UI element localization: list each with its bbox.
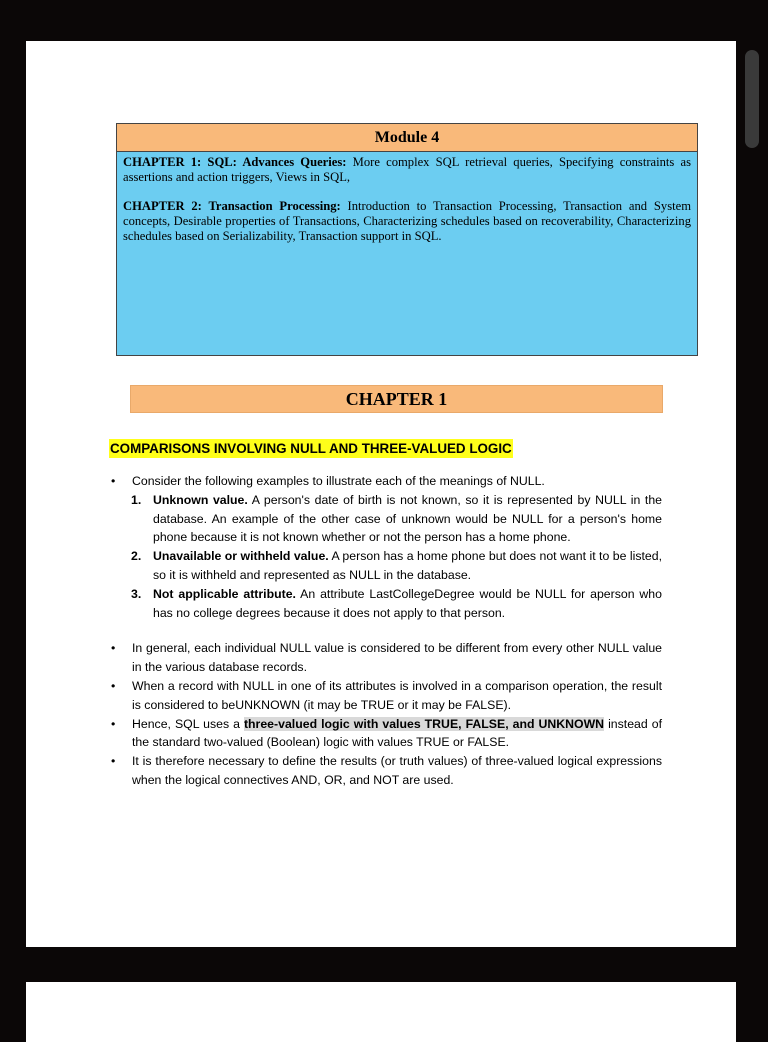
module-chapter-2-label: CHAPTER 2: Transaction Processing: [123,199,341,213]
item-label: Not applicable attribute. [153,586,296,601]
item-text: A person has a home phone but does not want it to be listed, so it is withheld and represented as NULL in the database. [153,549,662,582]
bullet-text-post: instead of the standard two-valued (Boolean) logic with values TRUE or FALSE. [132,716,662,750]
numbered-item [110,547,662,585]
module-chapter-2 [123,199,691,244]
bullet-icon: • [111,716,116,731]
item-text: A person's date of birth is not known, so it is represented by NULL in the database. An example of the other case of unknown would be NULL for a person's home phone because it is not known whether or not the person has a home phone. [153,492,662,545]
bullet-item [110,715,662,753]
item-number: 3. [131,586,142,601]
bullet-text: Consider the following examples to illustrate each of the meanings of NULL. [132,474,545,488]
bullet-icon: • [111,474,116,488]
bullet-text-pre: Hence, SQL uses a [132,716,244,731]
module-chapter-1 [123,155,691,185]
numbered-list [110,491,662,623]
content-body [110,472,662,790]
bullet-text: It is therefore necessary to define the results (or truth values) of three-valued logical expressions when the logical connectives AND, OR, and NOT are used. [132,754,662,787]
module-chapter-1-label: CHAPTER 1: SQL: Advances Queries: [123,155,347,169]
item-number: 2. [131,549,142,564]
section-heading: COMPARISONS INVOLVING NULL AND THREE-VALUED LOGIC [110,441,512,456]
module-body [117,152,697,244]
bullet-icon: • [111,641,116,656]
numbered-item [110,491,662,547]
item-text: An attribute LastCollegeDegree would be NULL for aperson who has no college degrees because it does not apply to that person. [153,586,662,620]
bullet-item [110,639,662,677]
document-page [26,41,736,947]
chapter-title: CHAPTER 1 [130,385,663,413]
bullet-icon: • [111,678,116,693]
item-number: 1. [131,492,142,507]
next-document-page [26,982,736,1042]
module-chapter-1-text: More complex SQL retrieval queries, Specifying constraints as assertions and action triggers, Views in SQL, [123,155,691,184]
bullet-text: In general, each individual NULL value is considered to be different from every other NULL value in the various database records. [132,641,662,675]
bullet-text: When a record with NULL in one of its attributes is involved in a comparison operation, the result is considered to beUNKNOWN (it may be TRUE or it may be FALSE). [132,678,662,712]
bullet-icon: • [111,754,116,769]
bullet-item [110,677,662,715]
highlighted-text: three-valued logic with values TRUE, FALSE, and UNKNOWN [243,716,605,731]
scrollbar-thumb[interactable] [745,50,759,148]
item-label: Unavailable or withheld value. [153,549,329,564]
bullet-item [110,472,662,491]
module-summary-box [116,123,698,356]
numbered-item [110,585,662,623]
module-title: Module 4 [117,124,697,152]
bullet-item [110,752,662,790]
item-label: Unknown value. [153,492,248,507]
module-chapter-2-text: Introduction to Transaction Processing, Transaction and System concepts, Desirable properties of Transactions, Characterizing schedules based on recoverability, Characterizing schedules based on Serializability, Transaction support in SQL. [123,199,691,243]
